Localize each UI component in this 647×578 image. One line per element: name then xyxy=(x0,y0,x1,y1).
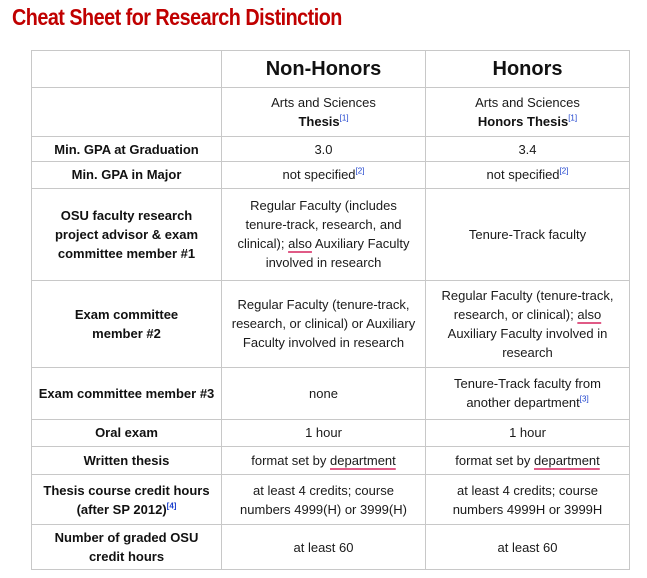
footnote-ref-link[interactable]: [1] xyxy=(568,113,578,123)
footnote-ref-link[interactable]: [4] xyxy=(166,501,177,511)
table-header-row xyxy=(32,51,630,88)
spellcheck-underlined-word: also xyxy=(288,236,312,252)
college-label: Arts and Sciences xyxy=(271,95,376,111)
spellcheck-underlined-word: department xyxy=(534,452,600,468)
row-header-written-thesis: Written thesis xyxy=(32,446,222,474)
college-label: Arts and Sciences xyxy=(475,95,580,111)
cell-nonhonors: none xyxy=(222,367,426,420)
footnote-ref-link[interactable]: [2] xyxy=(355,167,365,177)
honors-thesis-label: Honors Thesis xyxy=(477,114,569,130)
column-header-honors: Honors xyxy=(426,51,630,88)
cell-text: Auxiliary Faculty involved in research xyxy=(447,325,608,360)
footnote-ref-link[interactable]: [2] xyxy=(559,167,569,177)
cell-nonhonors xyxy=(222,446,426,474)
row-header-oral-exam: Oral exam xyxy=(32,420,222,446)
cell-honors xyxy=(426,446,630,474)
thesis-label: Thesis xyxy=(298,114,340,130)
table-row xyxy=(32,420,630,446)
cell-text: not specified xyxy=(486,167,560,183)
cell-nonhonors: Regular Faculty (tenure-track, research, or clinical) or Auxiliary Faculty involved in research xyxy=(222,280,426,367)
cell-honors xyxy=(426,162,630,188)
row-header-min-gpa-major: Min. GPA in Major xyxy=(32,162,222,188)
row-header-graded-hours: Number of graded OSU credit hours xyxy=(32,525,222,570)
cell-honors xyxy=(426,280,630,367)
cell-nonhonors: 3.0 xyxy=(222,136,426,161)
page-title: Cheat Sheet for Research Distinction xyxy=(12,4,342,30)
empty-row-header xyxy=(32,88,222,137)
table-row xyxy=(32,446,630,474)
cell-nonhonors xyxy=(222,188,426,280)
cell-text: Regular Faculty (tenure-track, research, or clinical); xyxy=(441,287,614,322)
cell-text: format set by xyxy=(455,452,531,468)
thesis-type-nonhonors xyxy=(222,88,426,137)
cell-text: format set by xyxy=(251,452,327,468)
footnote-ref-link[interactable]: [3] xyxy=(579,395,589,405)
cell-nonhonors xyxy=(222,162,426,188)
column-header-nonhonors: Non-Honors xyxy=(222,51,426,88)
table-row xyxy=(32,136,630,161)
table-row xyxy=(32,162,630,188)
row-header-min-gpa-graduation: Min. GPA at Graduation xyxy=(32,136,222,161)
table-row-thesis-type xyxy=(32,88,630,137)
row-header-text: Thesis course credit hours (after SP 2012) xyxy=(43,482,210,517)
corner-cell xyxy=(32,51,222,88)
cell-text: Regular Faculty (includes tenure-track, research, and clinical); xyxy=(237,198,402,252)
spellcheck-underlined-word: department xyxy=(330,452,396,468)
table-row xyxy=(32,474,630,525)
cell-text: not specified xyxy=(282,167,356,183)
cell-honors: at least 60 xyxy=(426,525,630,570)
spellcheck-underlined-word: also xyxy=(577,306,602,322)
table-row xyxy=(32,367,630,420)
cell-honors: Tenure-Track faculty xyxy=(426,188,630,280)
row-header-member-2: Exam committee member #2 xyxy=(32,280,222,367)
cell-honors: 1 hour xyxy=(426,420,630,446)
cell-nonhonors: 1 hour xyxy=(222,420,426,446)
cell-honors xyxy=(426,367,630,420)
cell-honors: at least 4 credits; course numbers 4999H or 3999H xyxy=(426,474,630,525)
cell-text: Auxiliary Faculty involved in research xyxy=(265,236,410,271)
row-header-credit-hours xyxy=(32,474,222,525)
distinction-table xyxy=(31,50,630,570)
table-row xyxy=(32,280,630,367)
footnote-ref-link[interactable]: [1] xyxy=(339,113,349,123)
table-row xyxy=(32,525,630,570)
cell-nonhonors: at least 4 credits; course numbers 4999(H) or 3999(H) xyxy=(222,474,426,525)
table-row xyxy=(32,188,630,280)
row-header-member-3: Exam committee member #3 xyxy=(32,367,222,420)
cell-honors: 3.4 xyxy=(426,136,630,161)
cell-nonhonors: at least 60 xyxy=(222,525,426,570)
row-header-advisor: OSU faculty research project advisor & exam committee member #1 xyxy=(32,188,222,280)
cell-text: Tenure-Track faculty from another department xyxy=(454,376,601,411)
thesis-type-honors xyxy=(426,88,630,137)
